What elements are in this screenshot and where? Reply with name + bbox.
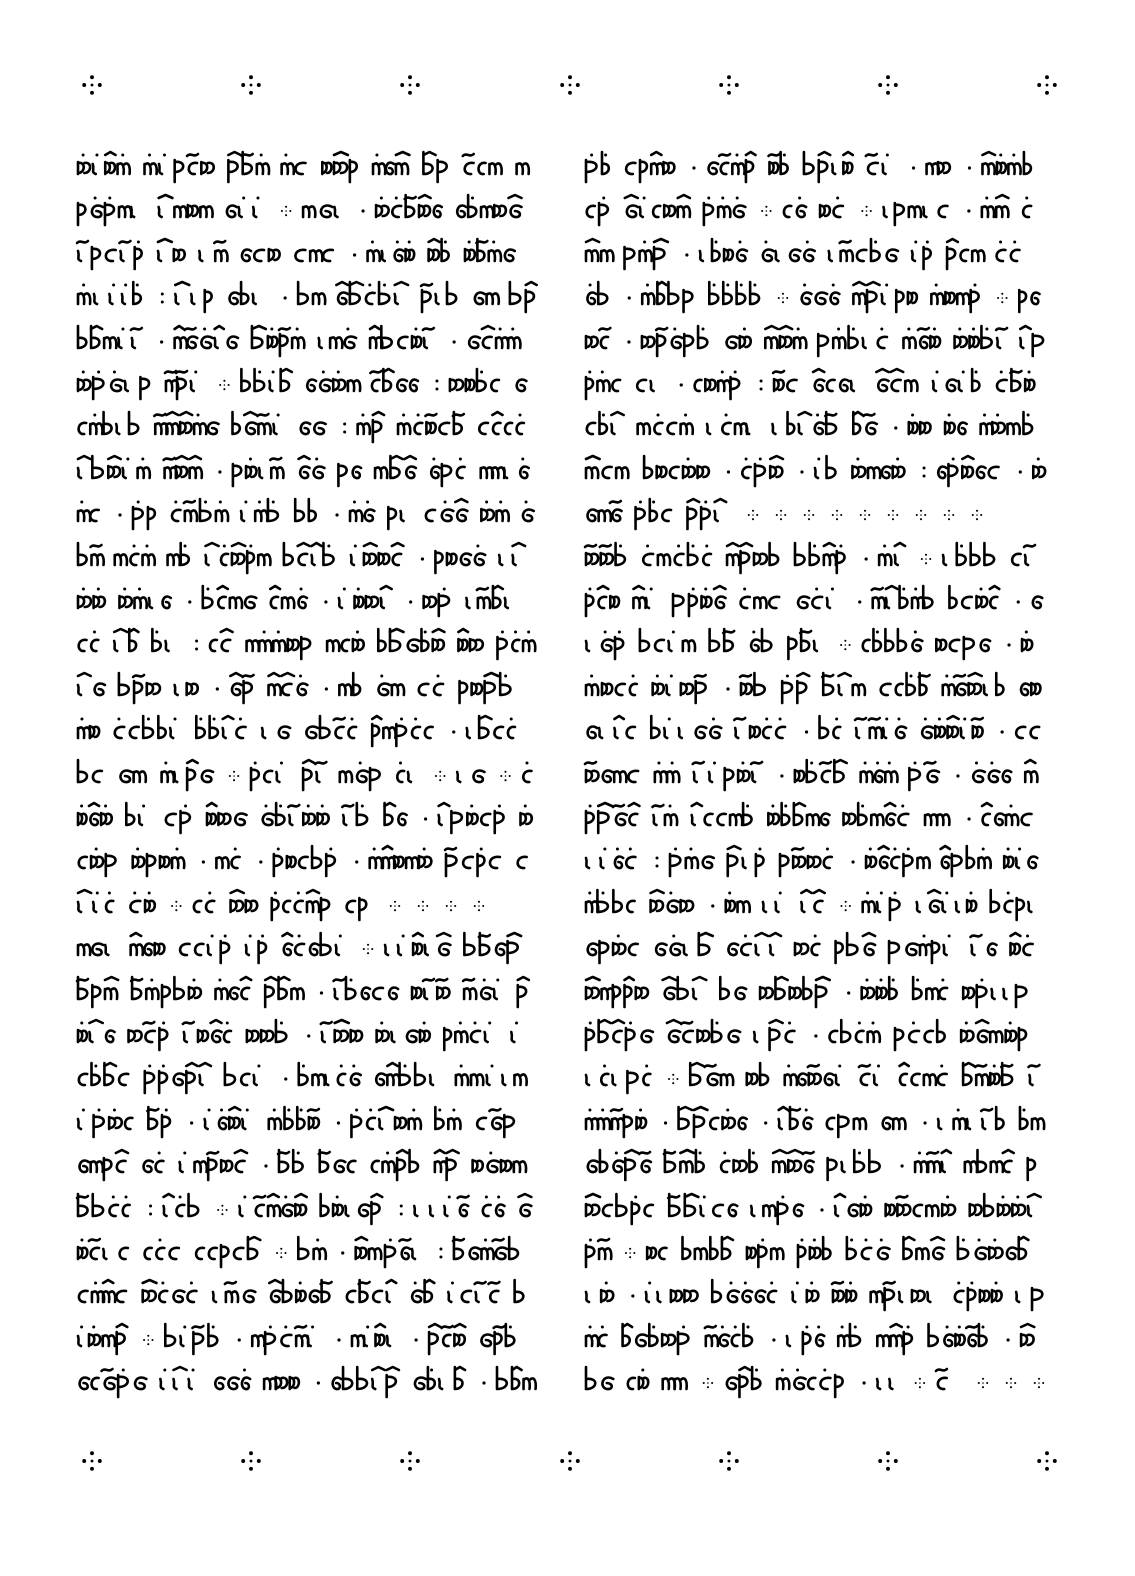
- script-line: [582, 235, 1056, 277]
- script-line: [74, 1016, 548, 1058]
- four-dot-cross-ornament-icon: [778, 293, 789, 304]
- script-line: [582, 1233, 1056, 1275]
- text-column-right: [582, 148, 1056, 1408]
- four-dot-cross-ornament-icon: [229, 770, 240, 781]
- ornament: [1034, 72, 1060, 98]
- script-line: [582, 1276, 1056, 1318]
- script-line: [74, 365, 548, 407]
- script-line: [74, 539, 548, 581]
- script-line: [74, 799, 548, 841]
- script-line: [74, 408, 548, 450]
- four-dot-cross-ornament-icon: [435, 770, 446, 781]
- four-dot-cross-ornament-icon: [761, 206, 772, 217]
- script-line: [74, 973, 548, 1015]
- four-dot-cross-ornament-icon: [79, 1448, 105, 1474]
- four-dot-cross-ornament-icon: [921, 553, 932, 564]
- script-line: [582, 148, 1056, 190]
- four-dot-cross-ornament-icon: [668, 1074, 679, 1085]
- four-dot-cross-ornament-icon: [888, 510, 899, 521]
- four-dot-cross-ornament-icon: [1034, 1448, 1060, 1474]
- script-line: [582, 495, 1056, 537]
- four-dot-cross-ornament-icon: [861, 206, 872, 217]
- four-dot-cross-ornament-icon: [276, 1248, 287, 1259]
- ornament: [397, 72, 423, 98]
- four-dot-cross-ornament-icon: [915, 1378, 926, 1389]
- script-line: [74, 1363, 548, 1405]
- four-dot-cross-ornament-icon: [776, 510, 787, 521]
- four-dot-cross-ornament-icon: [978, 1378, 989, 1389]
- script-line: [582, 582, 1056, 624]
- four-dot-cross-ornament-icon: [860, 510, 871, 521]
- four-dot-cross-ornament-icon: [500, 770, 511, 781]
- script-line: [74, 1320, 548, 1362]
- script-line: [74, 1233, 548, 1275]
- script-line: [582, 1363, 1056, 1405]
- four-dot-cross-ornament-icon: [474, 901, 485, 912]
- four-dot-cross-ornament-icon: [238, 1448, 264, 1474]
- four-dot-cross-ornament-icon: [840, 640, 851, 651]
- four-dot-cross-ornament-icon: [997, 293, 1008, 304]
- script-line: [582, 1059, 1056, 1101]
- script-line: [74, 495, 548, 537]
- script-line: [582, 799, 1056, 841]
- four-dot-cross-ornament-icon: [219, 380, 230, 391]
- four-dot-cross-ornament-icon: [418, 901, 429, 912]
- script-line: [582, 1146, 1056, 1188]
- ornament: [238, 1448, 264, 1474]
- script-line: [74, 756, 548, 798]
- script-line: [582, 929, 1056, 971]
- script-line: [74, 1190, 548, 1232]
- four-dot-cross-ornament-icon: [143, 1335, 154, 1346]
- script-line: [582, 408, 1056, 450]
- four-dot-cross-ornament-icon: [238, 72, 264, 98]
- four-dot-cross-ornament-icon: [281, 206, 292, 217]
- four-dot-cross-ornament-icon: [171, 901, 182, 912]
- script-line: [74, 625, 548, 667]
- script-line: [582, 1320, 1056, 1362]
- script-line: [582, 322, 1056, 364]
- four-dot-cross-ornament-icon: [557, 72, 583, 98]
- four-dot-cross-ornament-icon: [397, 72, 423, 98]
- four-dot-cross-ornament-icon: [716, 1448, 742, 1474]
- script-line: [74, 886, 548, 928]
- four-dot-cross-ornament-icon: [217, 1204, 228, 1215]
- four-dot-cross-ornament-icon: [748, 510, 759, 521]
- script-line: [74, 1146, 548, 1188]
- ornament: [79, 1448, 105, 1474]
- four-dot-cross-ornament-icon: [446, 901, 457, 912]
- script-line: [582, 625, 1056, 667]
- four-dot-cross-ornament-icon: [625, 1248, 636, 1259]
- four-dot-cross-ornament-icon: [875, 1448, 901, 1474]
- script-line: [74, 669, 548, 711]
- script-line: [582, 712, 1056, 754]
- ornament: [557, 72, 583, 98]
- script-line: [74, 278, 548, 320]
- ornament: [79, 72, 105, 98]
- script-line: [582, 191, 1056, 233]
- ornament: [875, 1448, 901, 1474]
- script-line: [74, 452, 548, 494]
- text-column-left: [74, 148, 548, 1408]
- four-dot-cross-ornament-icon: [703, 1378, 714, 1389]
- four-dot-cross-ornament-icon: [79, 72, 105, 98]
- four-dot-cross-ornament-icon: [840, 901, 851, 912]
- script-line: [74, 235, 548, 277]
- four-dot-cross-ornament-icon: [916, 510, 927, 521]
- script-line: [582, 539, 1056, 581]
- ornament: [716, 72, 742, 98]
- four-dot-cross-ornament-icon: [944, 510, 955, 521]
- ornament: [1034, 1448, 1060, 1474]
- script-line: [74, 712, 548, 754]
- script-line: [582, 1016, 1056, 1058]
- ornament: [875, 72, 901, 98]
- four-dot-cross-ornament-icon: [390, 901, 401, 912]
- script-line: [582, 278, 1056, 320]
- script-line: [582, 973, 1056, 1015]
- four-dot-cross-ornament-icon: [397, 1448, 423, 1474]
- four-dot-cross-ornament-icon: [875, 72, 901, 98]
- script-line: [74, 582, 548, 624]
- four-dot-cross-ornament-icon: [716, 72, 742, 98]
- four-dot-cross-ornament-icon: [557, 1448, 583, 1474]
- four-dot-cross-ornament-icon: [1034, 72, 1060, 98]
- script-line: [582, 452, 1056, 494]
- four-dot-cross-ornament-icon: [363, 944, 374, 955]
- script-line: [74, 322, 548, 364]
- ornament: [397, 1448, 423, 1474]
- four-dot-cross-ornament-icon: [1006, 1378, 1017, 1389]
- script-line: [582, 1103, 1056, 1145]
- four-dot-cross-ornament-icon: [832, 510, 843, 521]
- script-line: [74, 929, 548, 971]
- four-dot-cross-ornament-icon: [972, 510, 983, 521]
- script-line: [74, 1103, 548, 1145]
- script-line: [74, 1059, 548, 1101]
- ornament: [238, 72, 264, 98]
- script-line: [74, 148, 548, 190]
- script-line: [582, 669, 1056, 711]
- four-dot-cross-ornament-icon: [804, 510, 815, 521]
- script-line: [582, 756, 1056, 798]
- script-line: [582, 1190, 1056, 1232]
- ornament: [557, 1448, 583, 1474]
- ornament-row-bottom: [0, 1448, 1135, 1488]
- script-line: [74, 1276, 548, 1318]
- ornament: [716, 1448, 742, 1474]
- script-line: [74, 842, 548, 884]
- script-line: [582, 842, 1056, 884]
- script-line: [74, 191, 548, 233]
- four-dot-cross-ornament-icon: [1034, 1378, 1045, 1389]
- ornament-row-top: [0, 72, 1135, 112]
- script-line: [582, 365, 1056, 407]
- script-line: [582, 886, 1056, 928]
